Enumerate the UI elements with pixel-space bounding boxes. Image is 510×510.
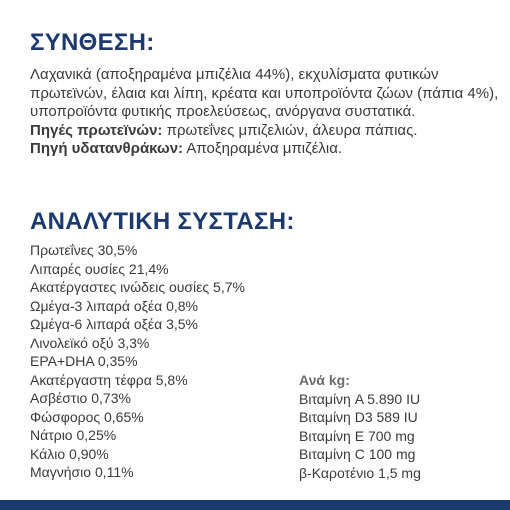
- nutrient-item: Κάλιο 0,90%: [30, 445, 109, 462]
- nutrient-item: Μαγνήσιο 0,11%: [30, 464, 134, 480]
- nutrient-item: Ωμέγα-6 λιπαρά οξέα 3,5%: [30, 316, 199, 332]
- composition-heading: ΣΥΝΘΕΣΗ:: [30, 29, 155, 56]
- protein-sources-line: [30, 122, 500, 141]
- nutrient-item: EPA+DHA 0,35%: [30, 353, 138, 369]
- carb-source-label: Πηγή υδατανθράκων:: [30, 140, 184, 157]
- nutrient-item: Ασβέστιο 0,73%: [30, 390, 131, 406]
- vitamin-item: β-Καροτένιο 1,5 mg: [299, 464, 421, 481]
- vitamin-item: Βιταμίνη E 700 mg: [299, 427, 415, 444]
- vitamin-list: [299, 390, 421, 483]
- nutrient-item: Ακατέργαστη τέφρα 5,8%: [30, 371, 188, 388]
- analysis-heading: ΑΝΑΛΥΤΙΚΗ ΣΥΣΤΑΣΗ:: [30, 208, 295, 235]
- nutrient-item: Φώσφορος 0,65%: [30, 408, 144, 425]
- vitamin-item: Βιταμίνη D3 589 IU: [299, 409, 418, 425]
- vitamin-item: Βιταμίνη A 5.890 IU: [299, 390, 421, 407]
- protein-sources-label: Πηγές πρωτεϊνών:: [30, 121, 163, 139]
- nutrient-item: Λινολεϊκό οξύ 3,3%: [30, 334, 150, 351]
- nutrient-item: Ωμέγα-3 λιπαρά οξέα 0,8%: [30, 297, 199, 314]
- vitamins-block: [299, 371, 421, 482]
- nutrient-item: Ακατέργαστες ινώδεις ουσίες 5,7%: [30, 279, 245, 295]
- nutrient-item: Πρωτεΐνες 30,5%: [30, 242, 138, 258]
- ingredients-text: Λαχανικά (αποξηραμένα μπιζέλια 44%), εκχυλίσματα φυτικών πρωτεϊνών, έλαια και λίπη, κρέατα και υποπροϊόντα ζώων (πάπια 4%), υποπροϊόντα φυτικής προελεύσεως, ανόργανα συστατικά.: [30, 66, 499, 120]
- nutrient-list: [30, 241, 245, 482]
- footer-bar: [0, 500, 510, 510]
- protein-sources-value: πρωτεΐνες μπιζελιών, άλευρα πάπιας.: [162, 121, 418, 139]
- composition-block: [30, 66, 500, 159]
- carb-source-value: Αποξηραμένα μπιζέλια.: [183, 140, 343, 157]
- vitamin-item: Βιταμίνη C 100 mg: [299, 446, 416, 462]
- per-kg-heading: Ανά kg:: [299, 372, 350, 388]
- carb-source-line: [30, 140, 500, 159]
- nutrient-item: Νάτριο 0,25%: [30, 427, 117, 443]
- nutrient-item: Λιπαρές ουσίες 21,4%: [30, 260, 169, 277]
